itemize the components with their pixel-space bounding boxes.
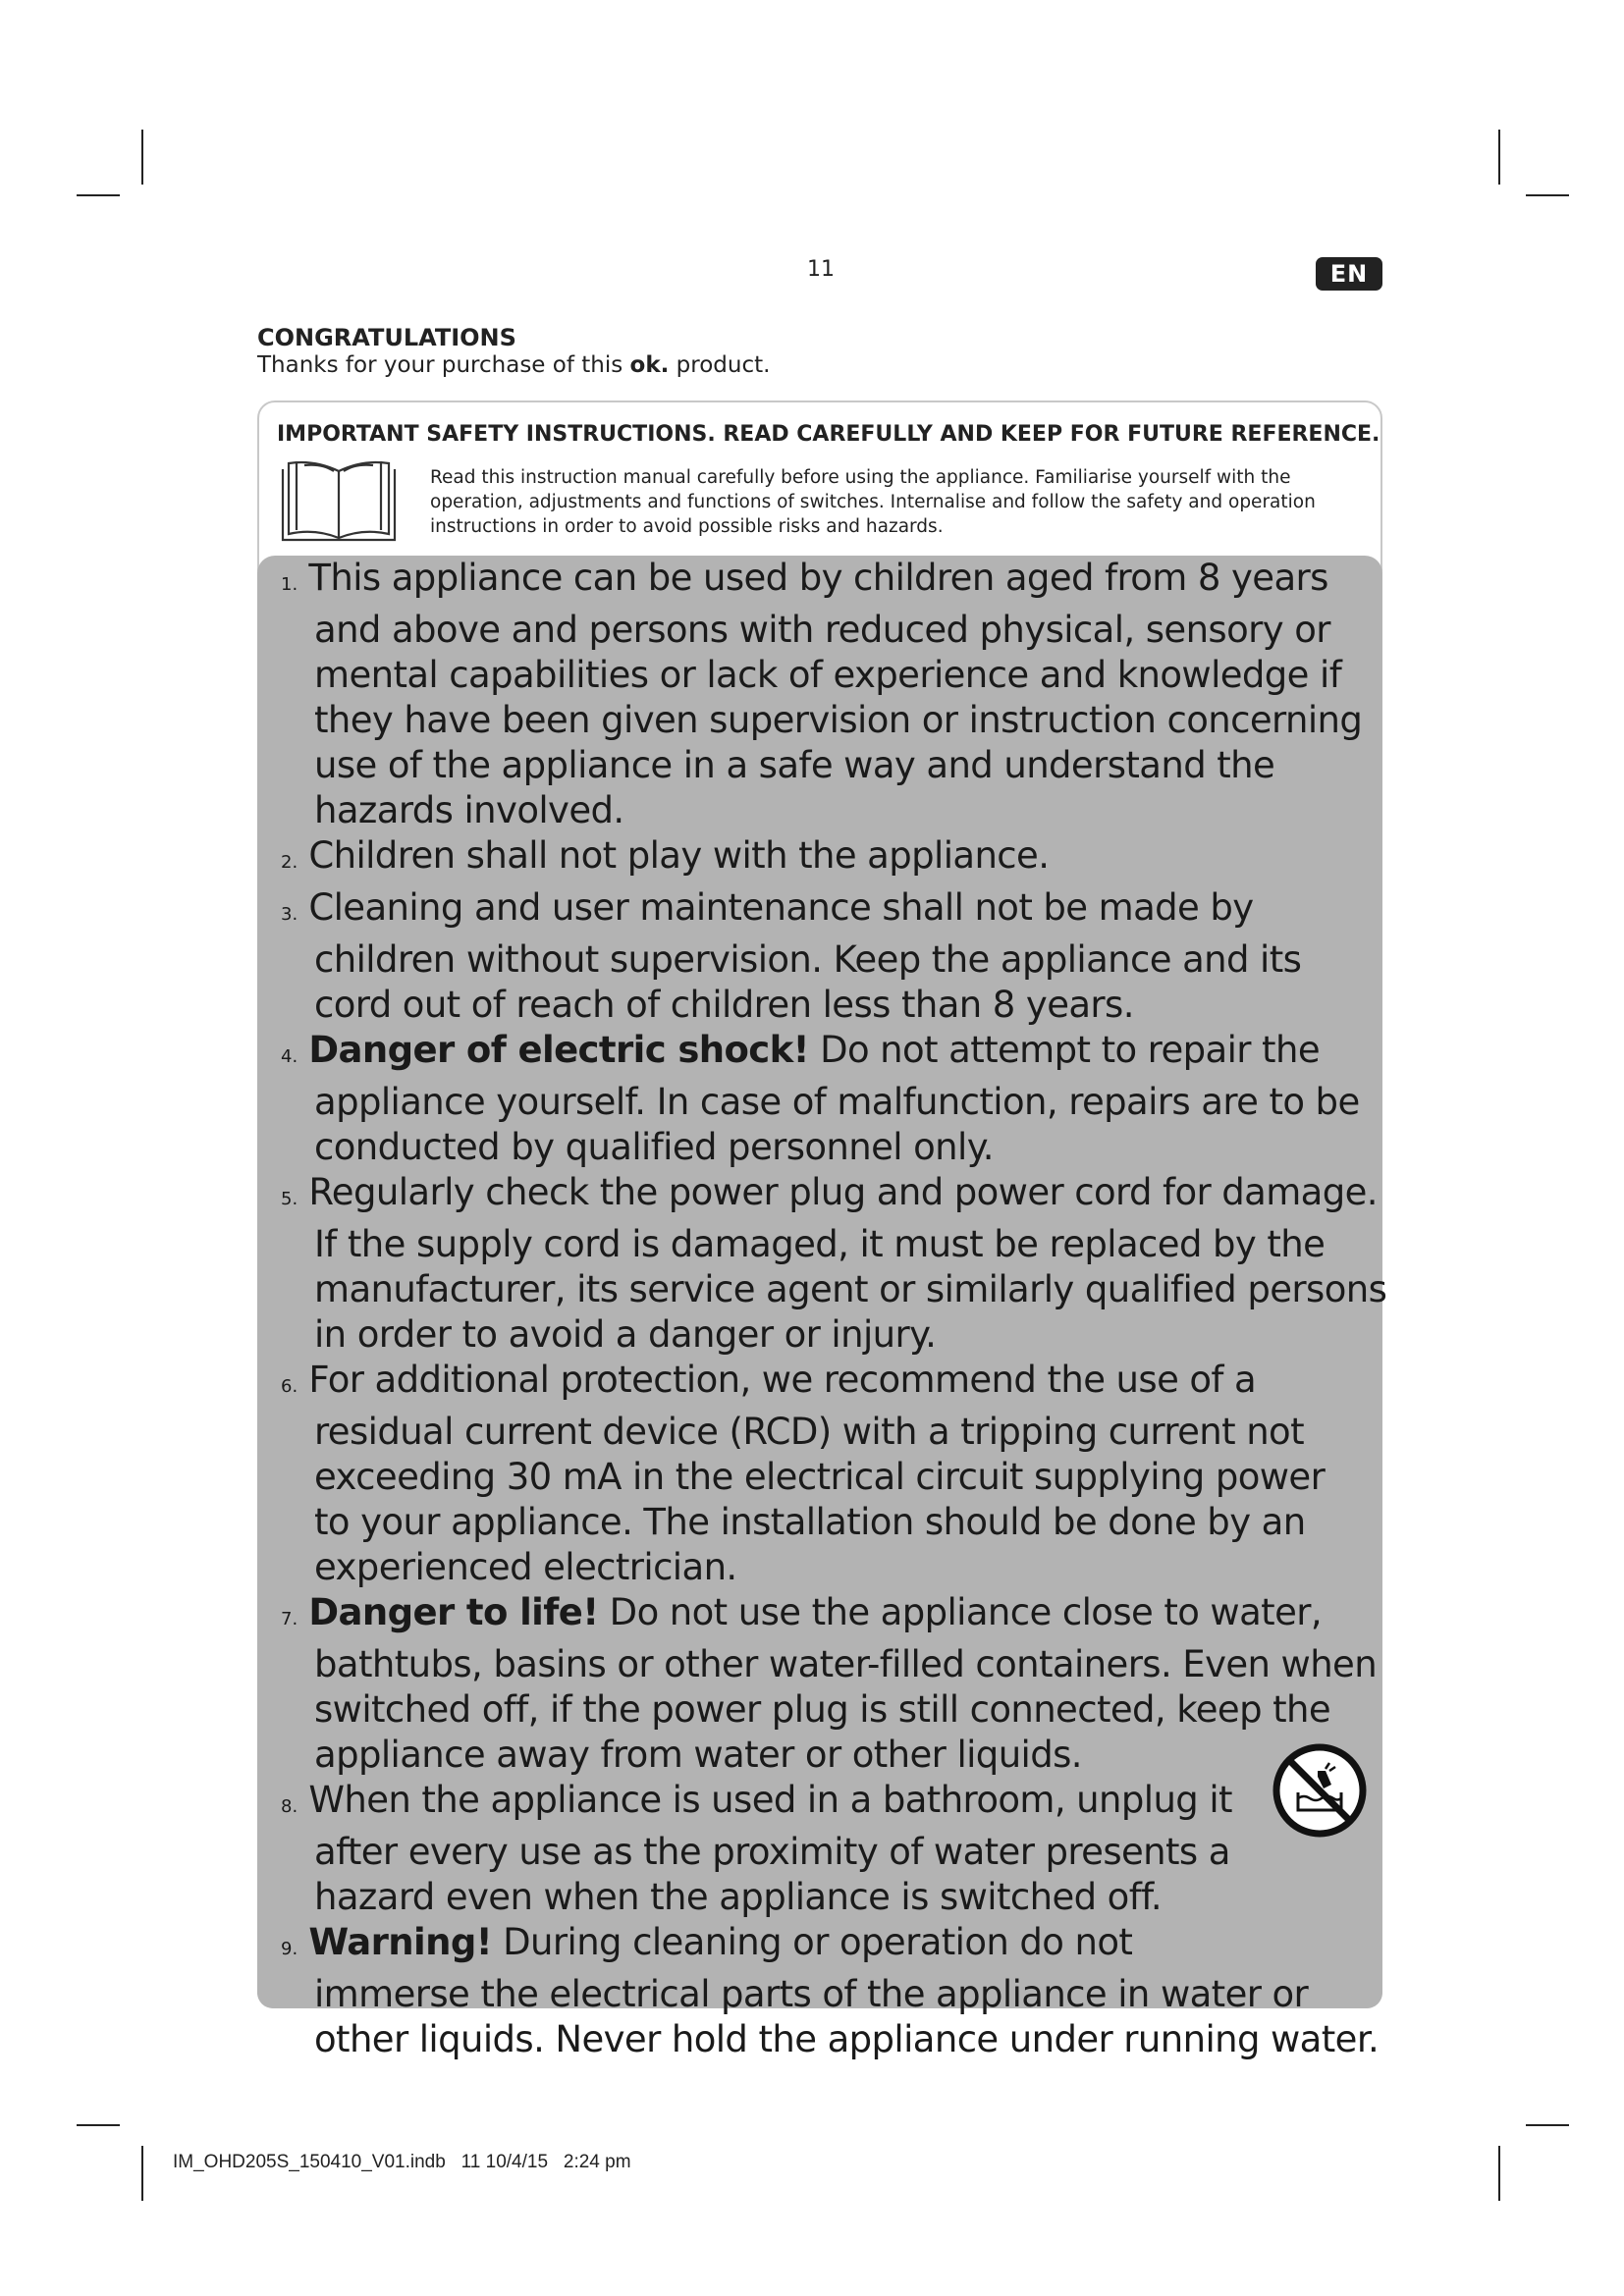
safety-rule-6: 6. For additional protection, we recommend the use of a residual current device (RCD) with a tripping current not exceeding 30 mA in the electrical circuit supplying power to your appliance. The installation should be done by an experienced electrician. <box>281 1359 1326 1588</box>
safety-rule-2: 2. Children shall not play with the appliance. <box>281 834 1050 877</box>
safety-rule-1: 1. This appliance can be used by children aged from 8 years and above and persons with reduced physical, sensory or mental capabilities or lack of experience and knowledge if they have been given supervision or instruction concerning use of the appliance in a safe way and understand the hazards involved. <box>281 557 1363 831</box>
safety-heading: IMPORTANT SAFETY INSTRUCTIONS. READ CAREFULLY AND KEEP FOR FUTURE REFERENCE. <box>277 422 1380 447</box>
rule-warning-label: Danger to life! <box>308 1591 599 1633</box>
safety-intro: Read this instruction manual carefully before using the appliance. Familiarise yourself with the operation, adjustments and functions of switches. Internalise and follow the safety and operation instructions in order to avoid possible risks and hazards. <box>430 467 1316 537</box>
open-book-icon <box>275 457 403 548</box>
safety-rule-9: 9. Warning! During cleaning or operation do not immerse the electrical parts of the appliance in water or other liquids. Never hold the appliance under running water. <box>281 1921 1380 2060</box>
crop-mark <box>1498 130 1500 185</box>
thanks-text: Thanks for your purchase of this ok. product. <box>257 352 771 378</box>
brand-name: ok. <box>629 352 670 378</box>
crop-mark <box>141 130 143 185</box>
safety-rule-4: 4. Danger of electric shock! Do not attempt to repair the appliance yourself. In case of malfunction, repairs are to be conducted by qualified personnel only. <box>281 1029 1360 1168</box>
crop-mark <box>77 2124 120 2126</box>
safety-rule-7: 7. Danger to life! Do not use the appliance close to water, bathtubs, basins or other water-filled containers. Even when switched off, if the power plug is still connected, keep the appliance away from water or other liquids. <box>281 1591 1378 1776</box>
crop-mark <box>1526 2124 1569 2126</box>
crop-mark <box>141 2146 143 2201</box>
crop-mark <box>1498 2146 1500 2201</box>
congrats-title: CONGRATULATIONS <box>257 324 516 351</box>
print-footer: IM_OHD205S_150410_V01.indb 11 10/4/15 2:24 pm <box>173 2152 631 2172</box>
page-number: 11 <box>807 257 835 282</box>
rule-warning-label: Danger of electric shock! <box>308 1029 809 1071</box>
safety-rules-list <box>257 556 1387 2062</box>
crop-mark <box>1526 194 1569 196</box>
crop-mark <box>77 194 120 196</box>
no-water-bath-icon <box>1271 1741 1369 1840</box>
language-badge: EN <box>1316 257 1382 291</box>
safety-rule-8: 8. When the appliance is used in a bathroom, unplug it after every use as the proximity of water presents a hazard even when the appliance is switched off. <box>281 1779 1232 1918</box>
safety-rule-3: 3. Cleaning and user maintenance shall not be made by children without supervision. Keep the appliance and its cord out of reach of children less than 8 years. <box>281 886 1302 1026</box>
safety-rule-5: 5. Regularly check the power plug and power cord for damage. If the supply cord is damaged, it must be replaced by the manufacturer, its service agent or similarly qualified persons in order to avoid a danger or injury. <box>281 1171 1387 1356</box>
rule-warning-label: Warning! <box>308 1921 492 1963</box>
